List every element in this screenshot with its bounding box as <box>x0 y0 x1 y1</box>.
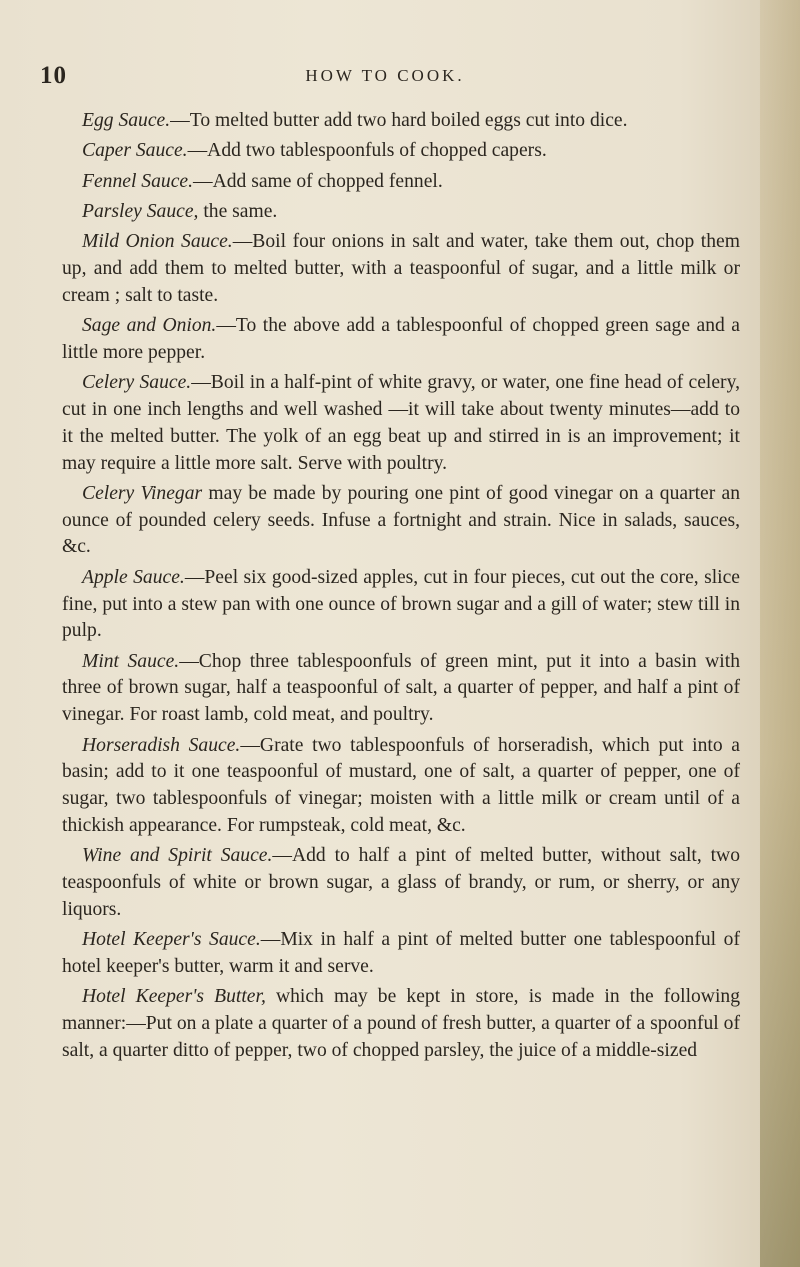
paragraph-title: Hotel Keeper's Butter, <box>82 986 266 1008</box>
paragraph-body: which may be kept in store, is made in the following manner:—Put on a plate a quarter of a pound of fresh butter, a quarter of a spoonful of salt, a quarter ditto of pepper, two of chopped parsley, the juice of a middle-sized <box>62 986 740 1061</box>
paragraph-parsley-sauce <box>62 199 740 226</box>
paragraph-hotel-keepers-butter <box>62 984 740 1064</box>
paragraph-title: Hotel Keeper's Sauce. <box>82 929 261 951</box>
paragraph-title: Horseradish Sauce. <box>82 734 241 756</box>
paragraph-fennel-sauce <box>62 169 740 196</box>
paragraph-mild-onion-sauce <box>62 229 740 309</box>
paragraph-body: may be made by pouring one pint of good vinegar on a quarter an ounce of pounded celery seeds. Infuse a fortnight and strain. Nice in salads, sauces, &c. <box>62 482 740 558</box>
paragraph-celery-vinegar <box>62 481 740 561</box>
paragraph-horseradish-sauce <box>62 733 740 840</box>
paragraph-body: —To the above add a tablespoonful of chopped green sage and a little more pepper. <box>62 315 740 363</box>
paragraph-wine-and-spirit-sauce <box>62 843 740 923</box>
paragraph-body: the same. <box>198 200 278 222</box>
paragraph-title: Caper Sauce. <box>82 140 188 162</box>
paragraph-body: —Peel six good-sized apples, cut in four pieces, cut out the core, slice fine, put into a stew pan with one ounce of brown sugar and a gill of water; stew till in pulp. <box>62 566 740 642</box>
page-edge-stain <box>760 0 800 1267</box>
paragraph-body: —Chop three tablespoonfuls of green mint, put it into a basin with three of brown sugar, half a teaspoonful of salt, a quarter of pepper, and half a pint of vinegar. For roast lamb, cold meat, and poultry. <box>62 650 740 726</box>
paragraph-apple-sauce <box>62 565 740 645</box>
paragraph-title: Egg Sauce. <box>82 110 171 131</box>
paragraph-title: Wine and Spirit Sauce. <box>82 845 273 867</box>
paragraph-title: Sage and Onion. <box>82 315 217 337</box>
page-number: 10 <box>40 62 67 89</box>
paragraph-title: Celery Sauce. <box>82 372 192 394</box>
paragraph-egg-sauce <box>62 108 740 135</box>
paragraph-hotel-keepers-sauce <box>62 927 740 981</box>
paragraph-body: —Boil four onions in salt and water, take them out, chop them up, and add them to melted butter, with a teaspoonful of sugar, and a little milk or cream ; salt to taste. <box>62 231 740 306</box>
page-header <box>40 62 730 92</box>
paragraph-mint-sauce <box>62 649 740 729</box>
paragraph-body: —Add same of chopped fennel. <box>192 170 443 192</box>
paragraph-body: —Add two tablespoonfuls of chopped capers. <box>187 140 547 162</box>
paragraph-body: —To melted butter add two hard boiled eggs cut into dice. <box>170 110 628 131</box>
paragraph-title: Mint Sauce. <box>82 650 180 672</box>
paragraph-sage-and-onion <box>62 313 740 367</box>
paragraph-title: Apple Sauce. <box>82 566 185 588</box>
paragraph-title: Mild Onion Sauce. <box>82 231 233 253</box>
recipe-text <box>62 108 740 1068</box>
paragraph-body: —Grate two tablespoonfuls of horseradish, which put into a basin; add to it one teaspoonful of mustard, one of salt, a quarter of pepper, one of sugar, two tablespoonfuls of vinegar; moisten with a little milk or cream until of a thickish appearance. For rumpsteak, cold meat, &c. <box>62 734 741 836</box>
paragraph-body: —Add to half a pint of melted butter, without salt, two teaspoonfuls of white or brown sugar, a glass of brandy, or rum, or sherry, or any liquors. <box>62 845 740 920</box>
running-head: HOW TO COOK. <box>305 66 465 85</box>
paragraph-body: —Mix in half a pint of melted butter one tablespoonful of hotel keeper's butter, warm it and serve. <box>62 929 740 977</box>
paragraph-title: Parsley Sauce, <box>82 200 199 222</box>
paragraph-title: Celery Vinegar <box>82 482 203 504</box>
paragraph-celery-sauce <box>62 370 740 477</box>
paragraph-title: Fennel Sauce. <box>82 170 193 192</box>
paragraph-body: —Boil in a half-pint of white gravy, or water, one fine head of celery, cut in one inch lengths and well washed —it will take about twenty minutes—add to it the melted butter. The yolk of an egg beat up and stirred in is an improvement; it may require a little more salt. Serve with poultry. <box>62 372 741 474</box>
paragraph-caper-sauce <box>62 138 740 165</box>
